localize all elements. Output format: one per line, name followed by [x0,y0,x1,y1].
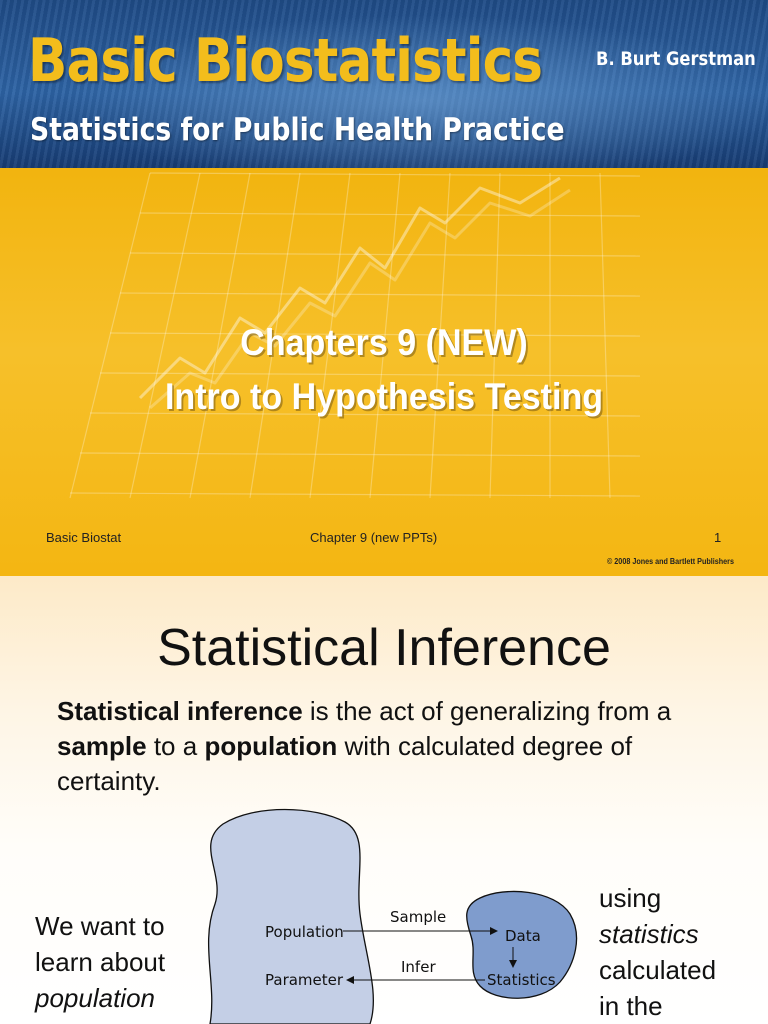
label-statistics: Statistics [487,971,556,989]
content-slide [0,576,768,1024]
right-caption [599,880,716,1024]
footer-course: Basic Biostat [46,530,122,545]
term-sample: sample [57,731,147,761]
term-statistical-inference: Statistical inference [57,696,303,726]
definition-text-2: to a [146,731,205,761]
chapter-title-line2: Intro to Hypothesis Testing [164,376,604,417]
left-caption-line2: learn about [35,947,166,977]
copyright-notice: © 2008 Jones and Bartlett Publishers [607,557,734,566]
book-title: Basic Biostatistics [28,26,543,96]
book-author: B. Burt Gerstman [596,48,756,70]
book-subtitle: Statistics for Public Health Practice [30,112,565,148]
footer-page-number: 1 [714,530,722,545]
label-parameter: Parameter [265,971,344,989]
chapter-title [0,316,768,424]
label-infer-arrow: Infer [401,958,436,976]
right-caption-line4: in the [599,991,663,1021]
definition-text-3: with calculated degree of certainty. [57,731,633,796]
right-caption-line2: statistics [599,919,699,949]
left-caption [35,908,165,1016]
right-caption-line3: calculated [599,955,717,985]
footer-chapter: Chapter 9 (new PPTs) [310,530,438,545]
definition-text-1: is the act of generalizing from a [302,696,672,726]
label-sample-arrow: Sample [390,908,447,926]
left-caption-line1: We want to [35,911,165,941]
population-blob [209,810,374,1024]
label-data: Data [505,927,541,945]
label-population: Population [265,923,344,941]
book-cover-banner [0,0,768,168]
left-caption-line3: population [35,983,155,1013]
inference-diagram [195,804,595,1024]
definition-paragraph [57,694,737,799]
term-population: population [204,731,338,761]
chapter-title-line1: Chapters 9 (NEW) [240,322,528,363]
slide-title: Statistical Inference [157,619,611,677]
right-caption-line1: using [599,883,662,913]
